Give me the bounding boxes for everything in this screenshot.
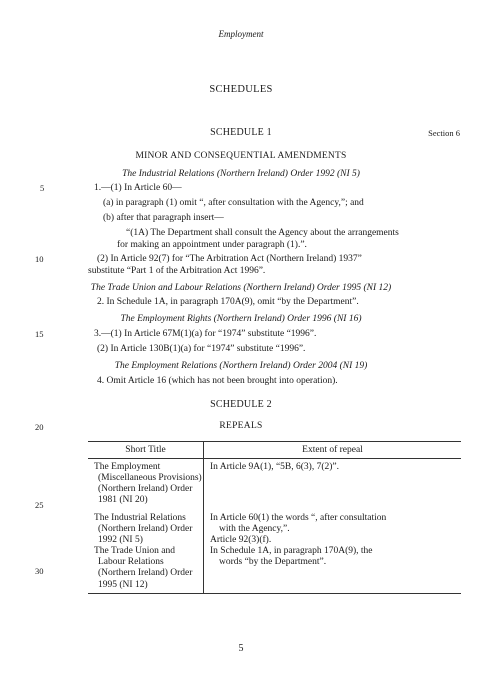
paragraph-3: 3.—(1) In Article 67M(1)(a) for “1974” substitute “1996”.	[94, 329, 317, 339]
section-reference: Section 6	[428, 128, 460, 138]
column-header-short-title: Short Title	[125, 445, 166, 455]
row-title-line: 1981 (NI 20)	[98, 495, 148, 505]
row-title-line: (Northern Ireland) Order	[98, 484, 193, 494]
table-top-rule	[88, 441, 461, 442]
row-title-line: Labour Relations	[98, 557, 164, 567]
schedule-2-subtitle: REPEALS	[219, 421, 263, 431]
row-title-line: The Employment	[94, 462, 161, 472]
order-1992-heading: The Industrial Relations (Northern Ireland) Order 1992 (NI 5)	[122, 169, 360, 179]
order-1995-heading: The Trade Union and Labour Relations (Northern Ireland) Order 1995 (NI 12)	[90, 283, 392, 293]
paragraph-1-2-line-1: (2) In Article 92(7) for “The Arbitration Act (Northern Ireland) 1937”	[97, 254, 362, 264]
line-number: 15	[35, 329, 44, 339]
order-1996-heading: The Employment Rights (Northern Ireland) Order 1996 (NI 16)	[120, 314, 362, 324]
line-number: 20	[35, 422, 44, 432]
running-header: Employment	[218, 29, 264, 39]
paragraph-3-2: (2) In Article 130B(1)(a) for “1974” substitute “1996”.	[97, 344, 306, 354]
line-number: 10	[35, 254, 44, 264]
paragraph-1-a: (a) in paragraph (1) omit “, after consultation with the Agency,”; and	[103, 198, 364, 208]
row-extent-line: In Article 9A(1), “5B, 6(3), 7(2)”.	[210, 462, 340, 472]
row-title-line: 1995 (NI 12)	[98, 580, 148, 590]
inserted-text-line-2: for making an appointment under paragraph (1).”.	[117, 240, 307, 250]
table-header-rule	[88, 458, 461, 459]
row-title-line: 1992 (NI 5)	[98, 535, 143, 545]
paragraph-1-2-line-2: substitute “Part 1 of the Arbitration Act 1996”.	[88, 266, 266, 276]
table-column-divider	[203, 441, 204, 593]
row-title-line: (Northern Ireland) Order	[98, 568, 193, 578]
schedules-heading: SCHEDULES	[209, 84, 273, 95]
page-number: 5	[238, 643, 244, 654]
row-title-line: (Northern Ireland) Order	[98, 524, 193, 534]
schedule-1-subtitle: MINOR AND CONSEQUENTIAL AMENDMENTS	[135, 151, 347, 161]
inserted-text-line-1: “(1A) The Department shall consult the Agency about the arrangements	[126, 228, 399, 238]
table-bottom-rule	[88, 593, 461, 594]
row-title-line: The Industrial Relations	[94, 513, 186, 523]
paragraph-4: 4. Omit Article 16 (which has not been brought into operation).	[97, 376, 338, 386]
row-extent-line: In Article 60(1) the words “, after consultation	[210, 513, 387, 523]
row-title-line: The Trade Union and	[94, 546, 176, 556]
row-extent-line: with the Agency,”.	[219, 524, 290, 534]
paragraph-1-b: (b) after that paragraph insert—	[103, 213, 224, 223]
paragraph-1: 1.—(1) In Article 60—	[94, 183, 182, 193]
line-number: 25	[35, 500, 44, 510]
schedule-1-title: SCHEDULE 1	[210, 127, 272, 138]
row-title-line: (Miscellaneous Provisions)	[98, 473, 202, 483]
schedule-2-title: SCHEDULE 2	[210, 399, 272, 410]
row-extent-line: words “by the Department”.	[219, 557, 327, 567]
row-extent-line: Article 92(3)(f).	[210, 535, 272, 545]
row-extent-line: In Schedule 1A, in paragraph 170A(9), the	[210, 546, 373, 556]
order-2004-heading: The Employment Relations (Northern Ireland) Order 2004 (NI 19)	[114, 361, 368, 371]
line-number: 5	[40, 183, 45, 193]
line-number: 30	[35, 566, 44, 576]
paragraph-2: 2. In Schedule 1A, in paragraph 170A(9), omit “by the Department”.	[97, 297, 359, 307]
column-header-extent: Extent of repeal	[302, 445, 363, 455]
